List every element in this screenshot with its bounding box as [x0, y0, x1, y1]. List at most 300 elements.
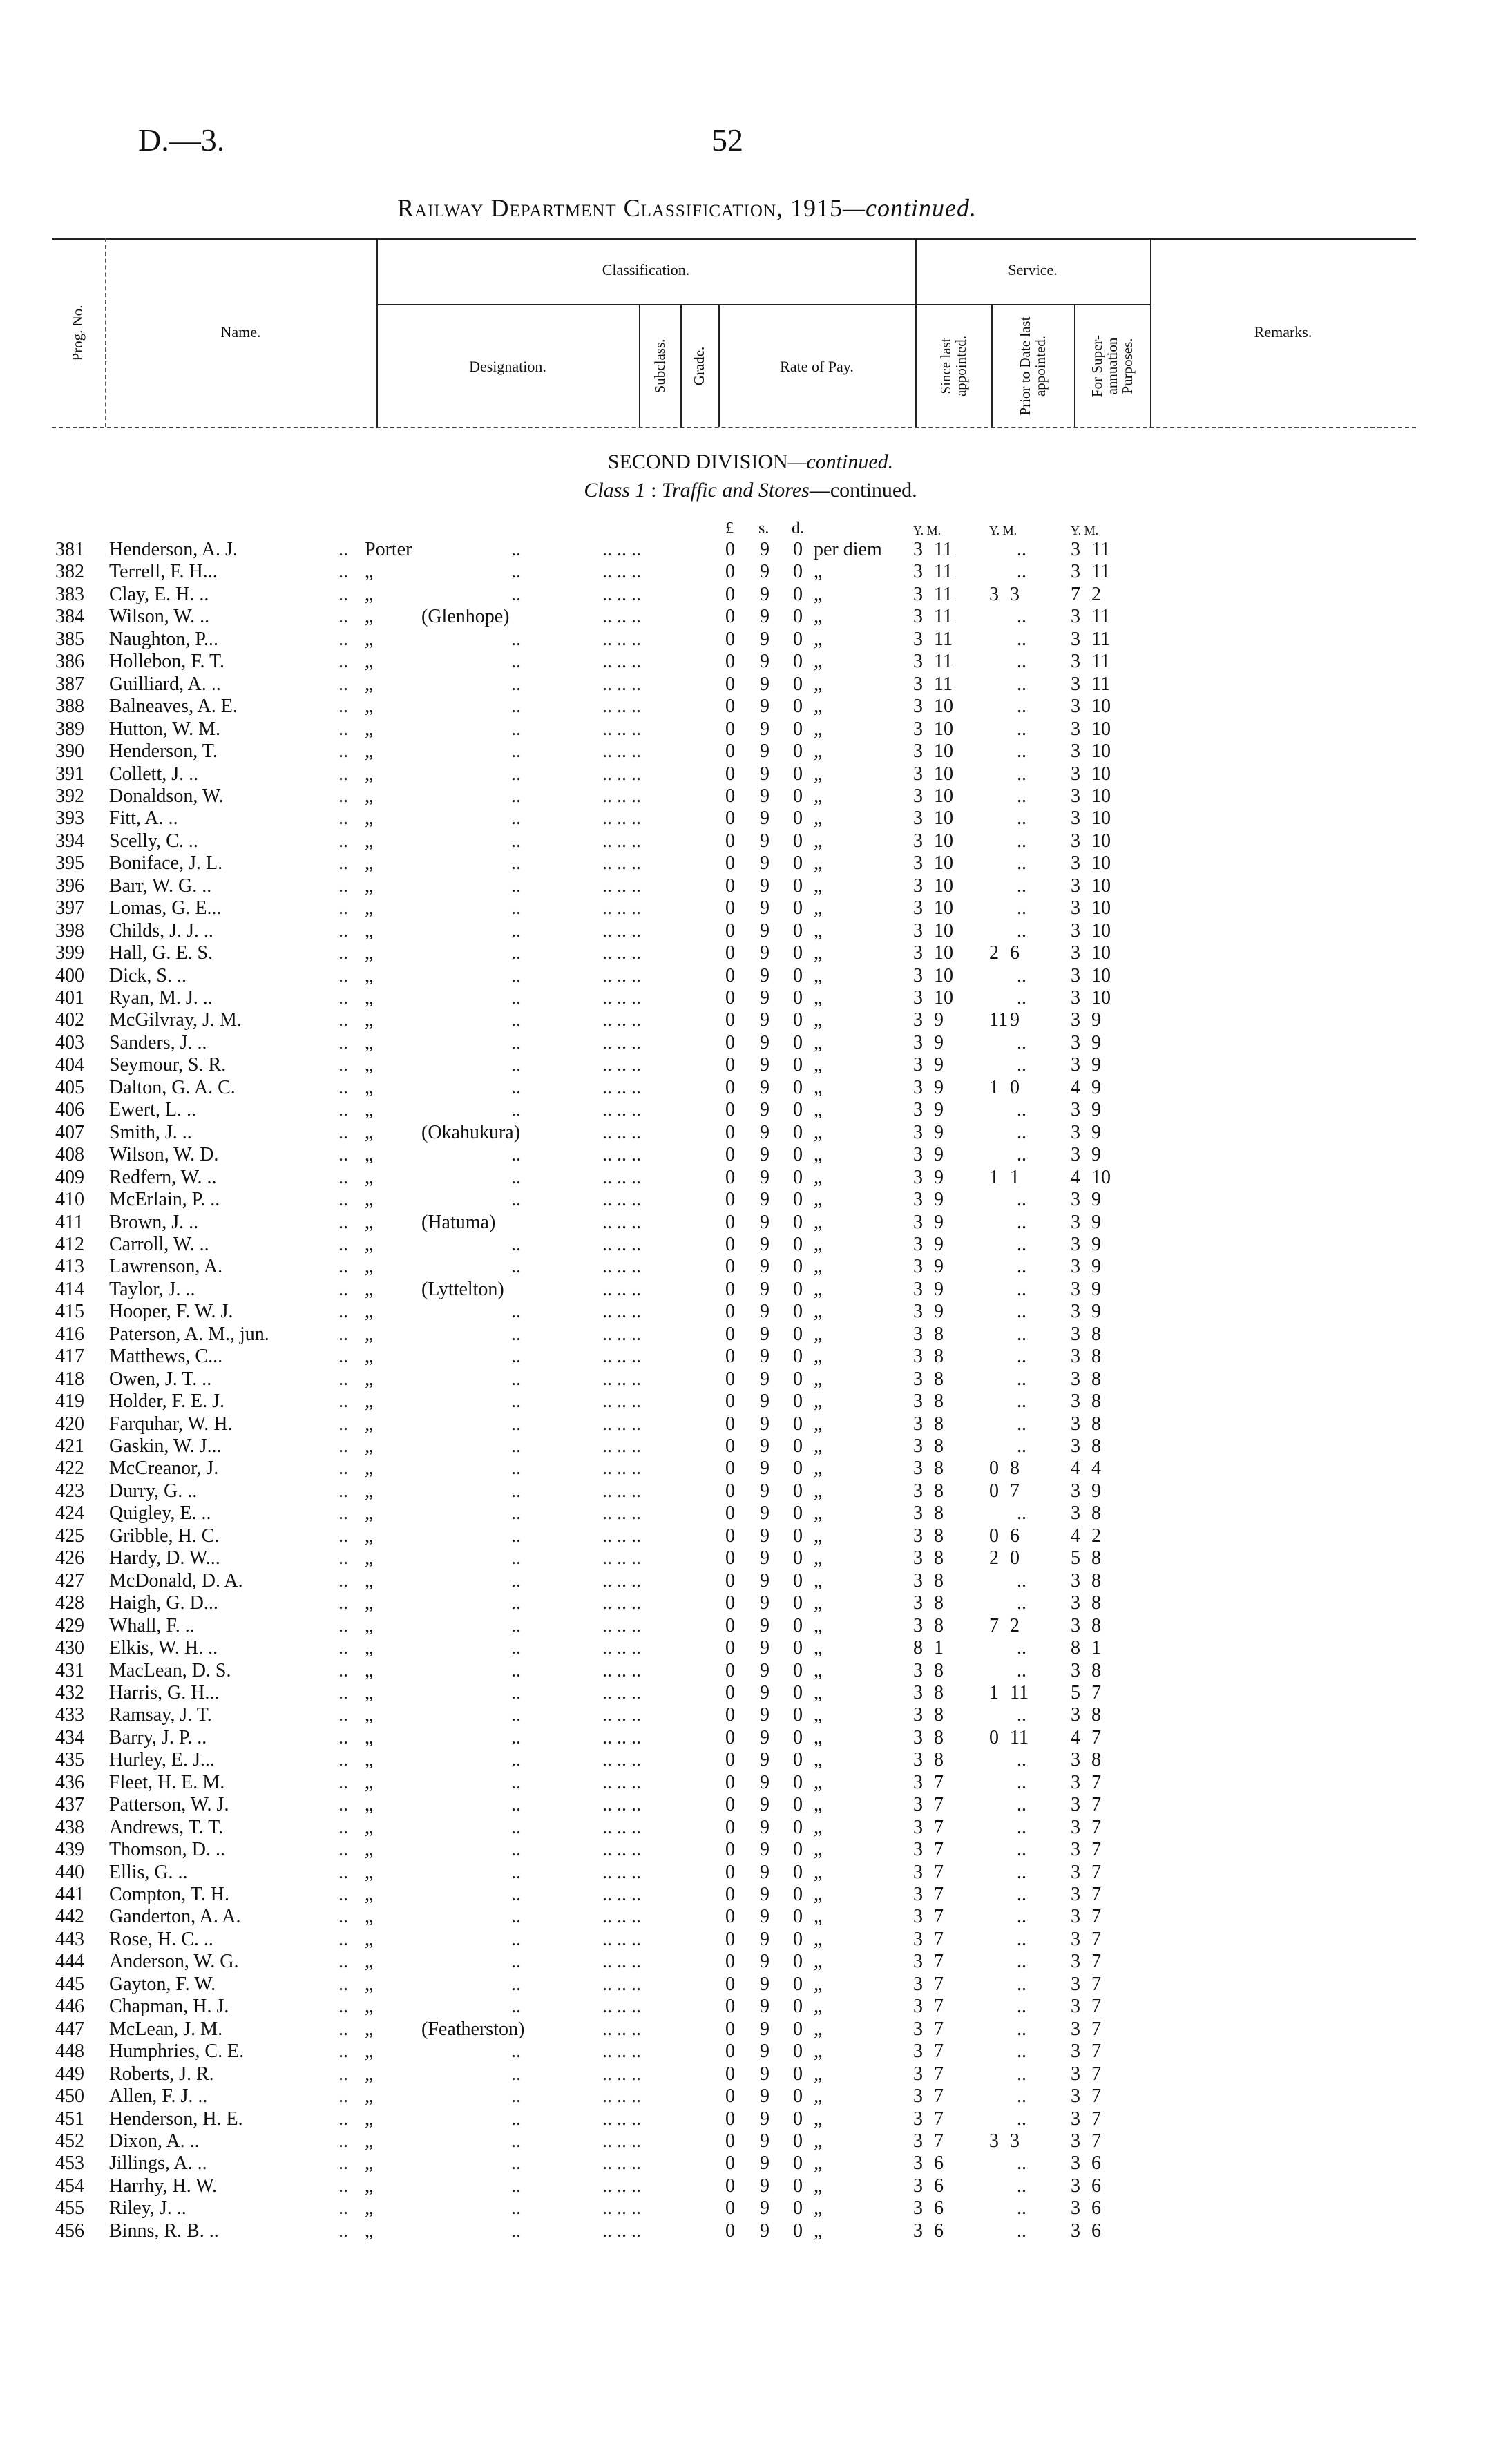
dot-leader: .. [338, 1704, 348, 1726]
prog-number: 436 [55, 1771, 84, 1793]
pay-pounds: 0 [725, 741, 735, 763]
pay-period: „ [814, 2063, 823, 2085]
pay-pence: 0 [793, 875, 803, 897]
pay-pence: 0 [793, 1391, 803, 1413]
dot-leader: .. [338, 1592, 348, 1614]
dot-leader: .. [511, 2197, 521, 2219]
since-months: 7 [934, 2085, 944, 2108]
pay-period: „ [814, 1996, 823, 2018]
since-months: 7 [934, 1861, 944, 1883]
pay-period: „ [814, 2130, 823, 2152]
super-years: 3 [1071, 2041, 1080, 2063]
employee-name: Chapman, H. J. [109, 1996, 229, 2018]
since-months: 7 [934, 1771, 944, 1793]
designation: „ [365, 1681, 374, 1703]
dot-leader: .. [338, 696, 348, 718]
since-months: 7 [934, 1794, 944, 1816]
since-years: 3 [913, 1928, 923, 1950]
dot-leader: .. .. .. [602, 1413, 641, 1435]
dot-leader: .. .. .. [602, 1637, 641, 1659]
super-years: 3 [1071, 1771, 1080, 1793]
since-months: 9 [934, 1099, 944, 1121]
pay-period: „ [814, 1749, 823, 1771]
since-years: 3 [913, 1704, 923, 1726]
designation: „ [365, 763, 374, 785]
designation: „ [365, 628, 374, 650]
dot-leader: .. .. .. [602, 1771, 641, 1793]
unit-years-months: Y. M. [1071, 524, 1099, 537]
super-months: 11 [1091, 606, 1110, 628]
pay-pence: 0 [793, 1525, 803, 1547]
designation: „ [365, 1614, 374, 1636]
prog-number: 410 [55, 1189, 84, 1211]
employee-name: McDonald, D. A. [109, 1569, 243, 1592]
table-row [0, 785, 1501, 808]
pay-pence: 0 [793, 651, 803, 673]
pay-shillings: 9 [760, 1054, 769, 1076]
since-months: 7 [934, 1928, 944, 1950]
pay-pounds: 0 [725, 1368, 735, 1390]
super-years: 3 [1071, 2085, 1080, 2108]
designation: „ [365, 919, 374, 942]
since-months: 8 [934, 1413, 944, 1435]
prior-months: 6 [1010, 1525, 1020, 1547]
section-title-suffix: —continued. [787, 450, 894, 473]
pay-pounds: 0 [725, 718, 735, 740]
super-years: 3 [1071, 897, 1080, 919]
dot-leader: .. .. .. [602, 987, 641, 1009]
employee-name: Ewert, L. .. [109, 1099, 196, 1121]
employee-name: Whall, F. .. [109, 1614, 195, 1636]
header-top-rule [52, 238, 1416, 240]
since-years: 3 [913, 1166, 923, 1188]
pay-period: „ [814, 1951, 823, 1973]
designation: „ [365, 1569, 374, 1592]
super-months: 10 [1091, 875, 1111, 897]
dot-leader: .. [511, 1502, 521, 1525]
super-months: 10 [1091, 696, 1111, 718]
prior-years: .. [1017, 2219, 1026, 2242]
since-months: 8 [934, 1435, 944, 1457]
table-row [0, 1480, 1501, 1503]
prior-years: .. [1017, 875, 1026, 897]
prior-years: .. [1017, 1301, 1026, 1323]
dot-leader: .. [338, 763, 348, 785]
super-months: 7 [1091, 2041, 1101, 2063]
prior-years: .. [1017, 1659, 1026, 1681]
pay-pounds: 0 [725, 1614, 735, 1636]
prog-number: 404 [55, 1054, 84, 1076]
designation: „ [365, 1884, 374, 1905]
dot-leader: .. [338, 2108, 348, 2130]
designation: „ [365, 1771, 374, 1793]
employee-name: Balneaves, A. E. [109, 696, 238, 718]
prior-years: .. [1017, 1278, 1026, 1300]
employee-name: Hollebon, F. T. [109, 651, 225, 673]
table-row [0, 1794, 1501, 1817]
prog-number: 425 [55, 1525, 84, 1547]
since-months: 11 [934, 673, 953, 695]
since-months: 6 [934, 2175, 944, 2197]
designation: „ [365, 897, 374, 919]
pay-shillings: 9 [760, 539, 769, 560]
prior-years: .. [1017, 741, 1026, 763]
employee-name: Hardy, D. W... [109, 1547, 220, 1569]
super-months: 7 [1091, 1771, 1101, 1793]
pay-pence: 0 [793, 1951, 803, 1973]
since-months: 7 [934, 1816, 944, 1838]
since-months: 7 [934, 2063, 944, 2085]
designation: „ [365, 1391, 374, 1413]
prog-number: 392 [55, 785, 84, 807]
designation: „ [365, 561, 374, 583]
since-months: 8 [934, 1502, 944, 1525]
dot-leader: .. [511, 1861, 521, 1883]
super-years: 3 [1071, 852, 1080, 875]
since-years: 3 [913, 1458, 923, 1480]
dot-leader: .. [511, 987, 521, 1009]
pay-shillings: 9 [760, 2130, 769, 2152]
since-months: 8 [934, 1391, 944, 1413]
since-years: 3 [913, 561, 923, 583]
super-years: 3 [1071, 1569, 1080, 1592]
super-months: 7 [1091, 2108, 1101, 2130]
employee-name: McErlain, P. .. [109, 1189, 220, 1211]
super-months: 8 [1091, 1569, 1101, 1592]
dot-leader: .. [338, 808, 348, 830]
header-since-last: Since last appointed. [937, 335, 969, 397]
super-years: 3 [1071, 1794, 1080, 1816]
employee-name: Sanders, J. .. [109, 1031, 207, 1053]
dot-leader: .. [511, 763, 521, 785]
since-months: 7 [934, 1996, 944, 2018]
prog-number: 409 [55, 1166, 84, 1188]
super-years: 3 [1071, 606, 1080, 628]
table-row [0, 942, 1501, 965]
dot-leader: .. [511, 1009, 521, 1031]
dot-leader: .. [511, 830, 521, 852]
prior-years: .. [1017, 696, 1026, 718]
designation: „ [365, 1031, 374, 1053]
dot-leader: .. [338, 1076, 348, 1098]
pay-pounds: 0 [725, 606, 735, 628]
table-row [0, 920, 1501, 943]
since-months: 10 [934, 763, 953, 785]
dot-leader: .. [511, 2175, 521, 2197]
pay-shillings: 9 [760, 1637, 769, 1659]
employee-name: Rose, H. C. .. [109, 1928, 213, 1950]
employee-name: Holder, F. E. J. [109, 1391, 224, 1413]
prior-years: .. [1017, 2018, 1026, 2040]
table-row [0, 1817, 1501, 1840]
super-years: 3 [1071, 628, 1080, 650]
since-months: 8 [934, 1614, 944, 1636]
pay-pence: 0 [793, 1189, 803, 1211]
prior-years: .. [1017, 628, 1026, 650]
employee-name: Allen, F. J. .. [109, 2085, 208, 2108]
super-years: 3 [1071, 1502, 1080, 1525]
designation: „ [365, 1659, 374, 1681]
employee-name: Hooper, F. W. J. [109, 1301, 233, 1323]
prog-number: 414 [55, 1278, 84, 1300]
super-months: 10 [1091, 718, 1111, 740]
dot-leader: .. .. .. [602, 651, 641, 673]
employee-name: Naughton, P... [109, 628, 218, 650]
dot-leader: .. [338, 1099, 348, 1121]
pay-pounds: 0 [725, 2041, 735, 2063]
since-years: 3 [913, 718, 923, 740]
pay-pence: 0 [793, 1839, 803, 1861]
prior-years: .. [1017, 2063, 1026, 2085]
pay-shillings: 9 [760, 1771, 769, 1793]
designation: „ [365, 1076, 374, 1098]
since-years: 3 [913, 1502, 923, 1525]
since-years: 3 [913, 2108, 923, 2130]
prog-number: 438 [55, 1816, 84, 1838]
table-row [0, 1929, 1501, 1951]
dot-leader: .. .. .. [602, 1458, 641, 1480]
pay-pence: 0 [793, 1547, 803, 1569]
table-row [0, 1391, 1501, 1413]
employee-name: Terrell, F. H... [109, 561, 218, 583]
pay-shillings: 9 [760, 763, 769, 785]
dot-leader: .. .. .. [602, 1973, 641, 1995]
designation: „ [365, 1054, 374, 1076]
super-years: 8 [1071, 1637, 1080, 1659]
table-row [0, 1032, 1501, 1055]
prog-number: 385 [55, 628, 84, 650]
pay-period: „ [814, 987, 823, 1009]
designation: „ [365, 785, 374, 807]
super-years: 3 [1071, 539, 1080, 560]
pay-shillings: 9 [760, 1121, 769, 1143]
table-row [0, 651, 1501, 674]
prog-number: 381 [55, 539, 84, 560]
since-months: 10 [934, 987, 953, 1009]
pay-pence: 0 [793, 1211, 803, 1233]
pay-period: „ [814, 1301, 823, 1323]
header-rate-of-pay: Rate of Pay. [780, 358, 854, 375]
prior-years: .. [1017, 1861, 1026, 1883]
table-row [0, 1749, 1501, 1772]
prior-years: 2 [989, 942, 999, 964]
pay-period: „ [814, 1009, 823, 1031]
designation: „ [365, 1211, 374, 1233]
dot-leader: .. .. .. [602, 2130, 641, 2152]
pay-shillings: 9 [760, 2197, 769, 2219]
prior-months: 0 [1010, 1547, 1020, 1569]
pay-period: „ [814, 1771, 823, 1793]
prior-years: .. [1017, 2085, 1026, 2108]
employee-name: McGilvray, J. M. [109, 1009, 242, 1031]
since-years: 3 [913, 1076, 923, 1098]
pay-pounds: 0 [725, 1996, 735, 2018]
super-years: 3 [1071, 1301, 1080, 1323]
super-years: 3 [1071, 1480, 1080, 1502]
dot-leader: .. [338, 2085, 348, 2108]
dot-leader: .. .. .. [602, 696, 641, 718]
table-row [0, 808, 1501, 830]
prior-years: .. [1017, 1884, 1026, 1905]
since-months: 11 [934, 561, 953, 583]
prior-years: .. [1017, 1031, 1026, 1053]
designation: „ [365, 1480, 374, 1502]
super-years: 3 [1071, 1346, 1080, 1368]
prog-number: 387 [55, 673, 84, 695]
dot-leader: .. [511, 1973, 521, 1995]
table-row [0, 987, 1501, 1010]
designation: „ [365, 1009, 374, 1031]
since-years: 3 [913, 1121, 923, 1143]
super-months: 7 [1091, 1816, 1101, 1838]
since-years: 3 [913, 741, 923, 763]
prior-years: .. [1017, 1749, 1026, 1771]
since-months: 8 [934, 1480, 944, 1502]
super-years: 3 [1071, 718, 1080, 740]
prog-number: 389 [55, 718, 84, 740]
pay-pence: 0 [793, 1144, 803, 1166]
employee-name: Haigh, G. D... [109, 1592, 218, 1614]
since-months: 11 [934, 583, 953, 605]
super-months: 2 [1091, 583, 1101, 605]
employee-name: Thomson, D. .. [109, 1839, 225, 1861]
employee-name: Farquhar, W. H. [109, 1413, 233, 1435]
pay-shillings: 9 [760, 1076, 769, 1098]
prior-years: .. [1017, 1054, 1026, 1076]
super-years: 3 [1071, 1951, 1080, 1973]
employee-name: Ramsay, J. T. [109, 1704, 212, 1726]
dot-leader: .. .. .. [602, 1346, 641, 1368]
super-months: 8 [1091, 1659, 1101, 1681]
super-months: 10 [1091, 785, 1111, 807]
since-years: 3 [913, 1054, 923, 1076]
employee-name: Elkis, W. H. .. [109, 1637, 218, 1659]
table-row [0, 1009, 1501, 1032]
pay-pounds: 0 [725, 897, 735, 919]
since-years: 3 [913, 1233, 923, 1255]
dot-leader: .. [511, 651, 521, 673]
prior-years: .. [1017, 2197, 1026, 2219]
since-years: 3 [913, 1144, 923, 1166]
prog-number: 407 [55, 1121, 84, 1143]
pay-shillings: 9 [760, 852, 769, 875]
designation: „ [365, 1816, 374, 1838]
header-grade: Grade. [691, 346, 707, 386]
since-months: 7 [934, 1973, 944, 1995]
pay-pence: 0 [793, 1031, 803, 1053]
pay-shillings: 9 [760, 830, 769, 852]
dot-leader: .. .. .. [602, 628, 641, 650]
since-years: 8 [913, 1637, 923, 1659]
dot-leader: .. .. .. [602, 1794, 641, 1816]
pay-pounds: 0 [725, 987, 735, 1009]
since-months: 7 [934, 1839, 944, 1861]
table-row [0, 1839, 1501, 1862]
dot-leader: .. [511, 1480, 521, 1502]
prior-years: .. [1017, 763, 1026, 785]
since-months: 10 [934, 875, 953, 897]
dot-leader: .. [338, 1928, 348, 1950]
super-years: 3 [1071, 2063, 1080, 2085]
pay-pounds: 0 [725, 2130, 735, 2152]
table-row [0, 1256, 1501, 1279]
prog-number: 433 [55, 1704, 84, 1726]
pay-period: „ [814, 1569, 823, 1592]
super-months: 10 [1091, 964, 1111, 986]
super-years: 3 [1071, 830, 1080, 852]
employee-name: Wilson, W. .. [109, 606, 210, 628]
pay-pounds: 0 [725, 1009, 735, 1031]
pay-pence: 0 [793, 1996, 803, 2018]
pay-pounds: 0 [725, 1816, 735, 1838]
pay-pounds: 0 [725, 2085, 735, 2108]
table-row [0, 741, 1501, 763]
since-years: 3 [913, 1301, 923, 1323]
employee-name: Childs, J. J. .. [109, 919, 213, 942]
header-classification: Classification. [602, 261, 690, 278]
class-separator: : [645, 479, 662, 502]
dot-leader: .. [511, 1726, 521, 1748]
pay-shillings: 9 [760, 1189, 769, 1211]
since-months: 7 [934, 1906, 944, 1928]
pay-pounds: 0 [725, 785, 735, 807]
super-months: 8 [1091, 1346, 1101, 1368]
super-years: 3 [1071, 1121, 1080, 1143]
table-row [0, 584, 1501, 607]
table-row [0, 1279, 1501, 1301]
designation: „ [365, 1996, 374, 2018]
since-years: 3 [913, 1614, 923, 1636]
pay-shillings: 9 [760, 808, 769, 830]
pay-shillings: 9 [760, 1928, 769, 1950]
employee-name: Durry, G. .. [109, 1480, 198, 1502]
dot-leader: .. .. .. [602, 1480, 641, 1502]
pay-pence: 0 [793, 1413, 803, 1435]
pay-pounds: 0 [725, 1278, 735, 1300]
prog-number: 399 [55, 942, 84, 964]
since-years: 3 [913, 1906, 923, 1928]
prior-years: .. [1017, 1323, 1026, 1345]
pay-period: „ [814, 583, 823, 605]
dot-leader: .. [338, 987, 348, 1009]
pay-pounds: 0 [725, 2152, 735, 2175]
prog-number: 450 [55, 2085, 84, 2108]
dot-leader: .. [511, 897, 521, 919]
pay-period: „ [814, 919, 823, 942]
pay-period: „ [814, 651, 823, 673]
prog-number: 384 [55, 606, 84, 628]
dot-leader: .. [511, 1884, 521, 1905]
pay-pounds: 0 [725, 1592, 735, 1614]
dot-leader: .. .. .. [602, 1816, 641, 1838]
employee-name: Scelly, C. .. [109, 830, 198, 852]
prog-number: 406 [55, 1099, 84, 1121]
prior-years: .. [1017, 1951, 1026, 1973]
since-years: 3 [913, 852, 923, 875]
pay-pence: 0 [793, 2130, 803, 2152]
prior-months: 1 [1010, 1166, 1020, 1188]
pay-pence: 0 [793, 919, 803, 942]
prior-years: 0 [989, 1458, 999, 1480]
prior-years: .. [1017, 1839, 1026, 1861]
super-months: 11 [1091, 539, 1110, 560]
pay-period: „ [814, 561, 823, 583]
dot-leader: .. [338, 741, 348, 763]
table-row [0, 1324, 1501, 1346]
since-months: 7 [934, 2041, 944, 2063]
pay-pounds: 0 [725, 1659, 735, 1681]
table-row [0, 1502, 1501, 1525]
